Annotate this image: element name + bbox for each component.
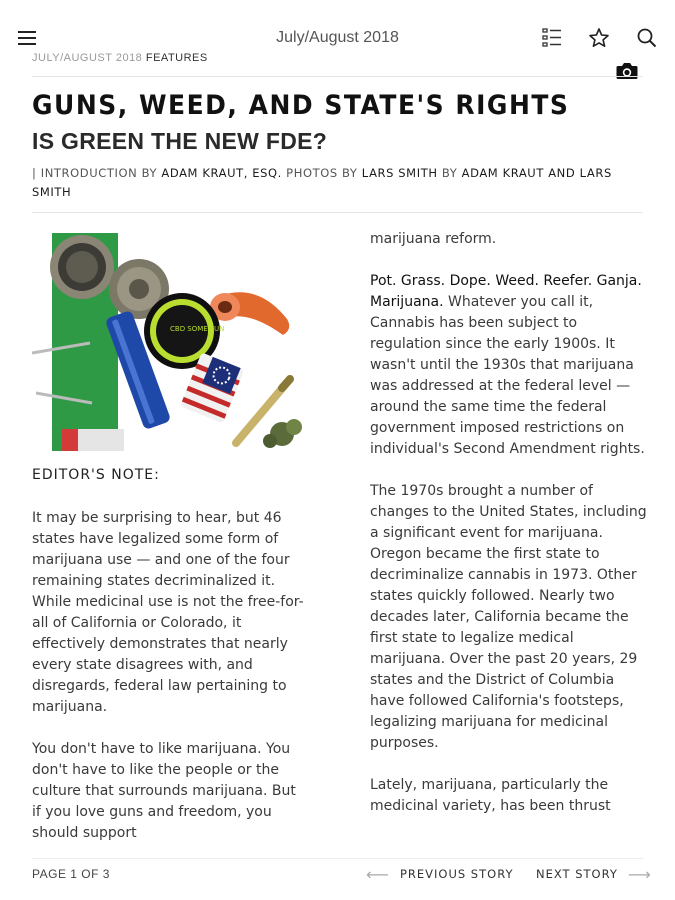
article-paragraph: It may be surprising to hear, but 46 states have legalized some form of marijuana use — and one of the four remaining states decriminalized it. While medicinal use is not the free-for-all of California or Colorado, it effectively demonstrates that nearly every state disagrees with, and disregards, federal law pertaining to marijuana.	[32, 510, 304, 715]
article-paragraph	[370, 271, 648, 460]
byline-prefix: | INTRODUCTION BY	[32, 166, 158, 180]
article-photo[interactable]	[32, 231, 309, 453]
article-paragraph: marijuana reform.	[370, 231, 497, 247]
next-story-label: NEXT STORY	[536, 867, 618, 881]
camera-icon[interactable]	[613, 59, 641, 83]
paragraph-text: Whatever you call it, Cannabis has been subject to regulation since the early 1900s. It wasn't until the 1930s that marijuana was addressed at the federal level — around the same time the federal government imposed restrictions on individual's Second Amendment rights.	[370, 294, 645, 457]
previous-story-button[interactable]	[366, 864, 513, 884]
arrow-left-icon: ⟵	[366, 864, 390, 884]
page-counter: PAGE 1 OF 3	[32, 867, 110, 881]
article-column-left	[32, 508, 307, 844]
arrow-right-icon: ⟶	[627, 864, 652, 884]
intro-author[interactable]: ADAM KRAUT, ESQ.	[161, 166, 282, 180]
article-headline: GUNS, WEED, AND STATE'S RIGHTS	[32, 90, 570, 121]
byline	[32, 164, 622, 202]
search-icon[interactable]	[634, 25, 660, 51]
article-paragraph: The 1970s brought a number of changes to the United States, including a significant event for marijuana. Oregon became the first state to decriminalize cannabis in 1973. Other states quickly followed. Nearly two decades later, California became the first state to legalize medical marijuana. Over the past 20 years, 29 states and the District of Columbia have followed California's footsteps, legalizing marijuana for medicinal purposes.	[370, 483, 647, 751]
divider	[32, 212, 643, 213]
by-label: BY	[441, 166, 458, 180]
section-issue: JULY/AUGUST 2018	[32, 52, 143, 64]
photos-label: PHOTOS BY	[286, 166, 358, 180]
article-column-right	[370, 229, 648, 817]
tin-label: CBD SOME FUN	[170, 325, 225, 333]
author-name[interactable]: ADAM KRAUT	[461, 166, 544, 180]
photographer-name[interactable]: LARS SMITH	[361, 166, 438, 180]
article-subheadline: IS GREEN THE NEW FDE?	[32, 128, 328, 154]
divider	[32, 76, 643, 77]
table-of-contents-icon[interactable]	[539, 25, 565, 51]
next-story-button[interactable]	[536, 864, 652, 884]
and-label: AND	[548, 166, 576, 180]
lead-in: Pot. Grass. Dope. Weed. Reefer. Ganja. Marijuana.	[370, 273, 642, 310]
section-label	[32, 52, 208, 64]
divider	[32, 858, 643, 859]
star-icon[interactable]	[586, 25, 612, 51]
article-paragraph: You don't have to like marijuana. You don't have to like the people or the culture that surrounds marijuana. But if you love guns and freedom, you should support	[32, 741, 296, 841]
issue-title: July/August 2018	[276, 29, 399, 46]
editors-note-heading: EDITOR'S NOTE:	[32, 467, 160, 483]
previous-story-label: PREVIOUS STORY	[399, 867, 514, 881]
article-paragraph: Lately, marijuana, particularly the medicinal variety, has been thrust	[370, 777, 611, 814]
section-category[interactable]: FEATURES	[145, 52, 208, 64]
author-name[interactable]: LARS SMITH	[32, 166, 612, 199]
